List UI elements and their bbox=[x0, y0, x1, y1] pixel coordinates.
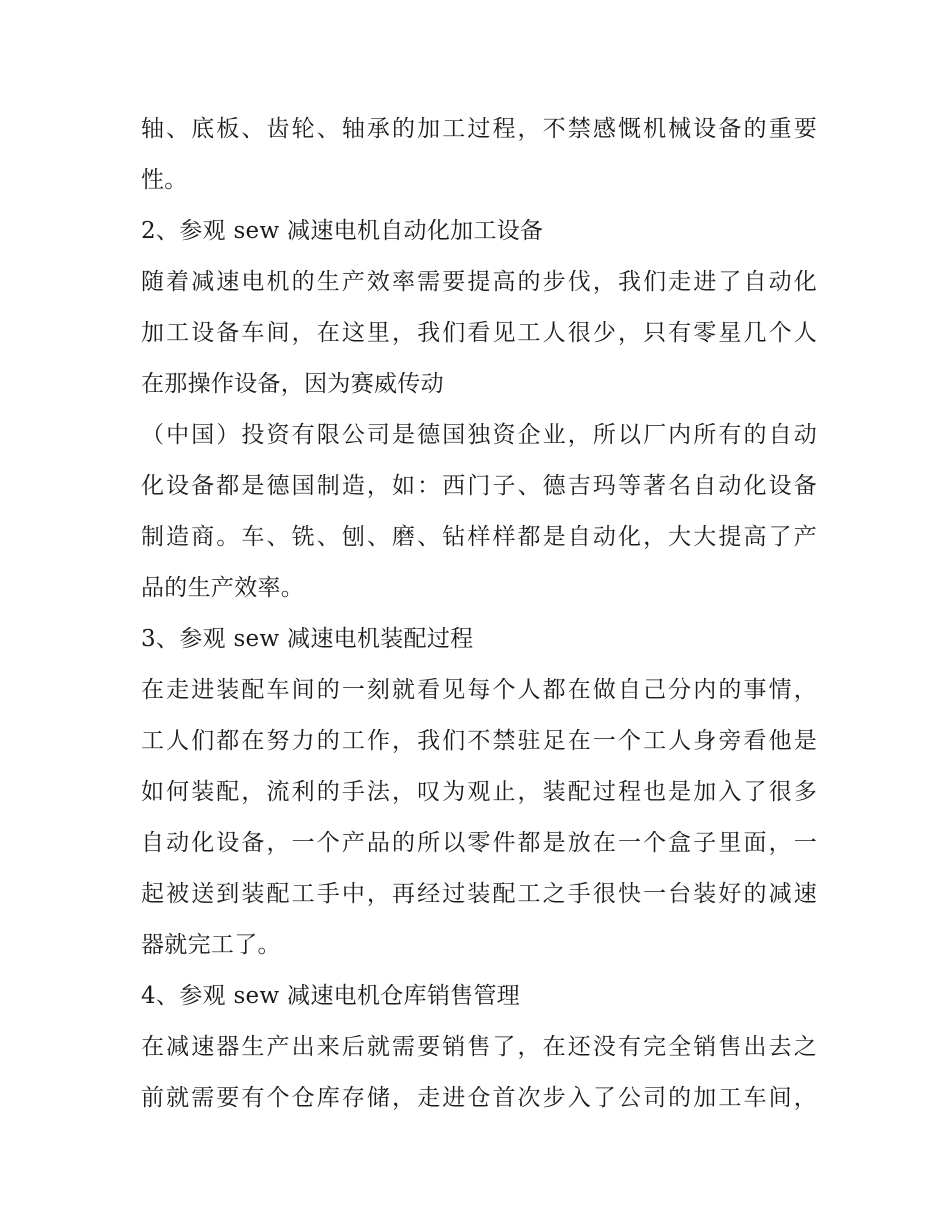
paragraph-line: （中国）投资有限公司是德国独资企业，所以厂内所有的自动 bbox=[141, 422, 817, 448]
paragraph-line: 前就需要有个仓库存储，走进仓首次步入了公司的加工车间， bbox=[141, 1085, 817, 1111]
paragraph-line: 化设备都是德国制造，如：西门子、德吉玛等著名自动化设备 bbox=[141, 473, 817, 499]
paragraph-line: 在走进装配车间的一刻就看见每个人都在做自己分内的事情， bbox=[141, 677, 817, 703]
paragraph-line: 器就完工了。 bbox=[141, 932, 281, 958]
paragraph-line: 制造商。车、铣、刨、磨、钻样样都是自动化，大大提高了产 bbox=[141, 524, 817, 550]
paragraph-line: 在减速器生产出来后就需要销售了，在还没有完全销售出去之 bbox=[141, 1034, 817, 1060]
document-body bbox=[141, 104, 817, 1124]
section-heading-3: 3、参观 sew 减速电机装配过程 bbox=[141, 626, 474, 652]
paragraph-line: 起被送到装配工手中，再经过装配工之手很快一台装好的减速 bbox=[141, 881, 817, 907]
paragraph-line: 在那操作设备，因为赛威传动 bbox=[141, 371, 444, 397]
paragraph-line: 加工设备车间，在这里，我们看见工人很少，只有零星几个人 bbox=[141, 320, 817, 346]
paragraph-line: 随着减速电机的生产效率需要提高的步伐，我们走进了自动化 bbox=[141, 269, 817, 295]
paragraph-line: 性。 bbox=[141, 167, 188, 193]
paragraph-line: 自动化设备，一个产品的所以零件都是放在一个盒子里面，一 bbox=[141, 830, 817, 856]
paragraph-line: 工人们都在努力的工作，我们不禁驻足在一个工人身旁看他是 bbox=[141, 728, 817, 754]
paragraph-line: 如何装配，流利的手法，叹为观止，装配过程也是加入了很多 bbox=[141, 779, 817, 805]
paragraph-line: 轴、底板、齿轮、轴承的加工过程，不禁感慨机械设备的重要 bbox=[141, 116, 817, 142]
section-heading-4: 4、参观 sew 减速电机仓库销售管理 bbox=[141, 983, 521, 1009]
paragraph-line: 品的生产效率。 bbox=[141, 575, 305, 601]
section-heading-2: 2、参观 sew 减速电机自动化加工设备 bbox=[141, 218, 544, 244]
